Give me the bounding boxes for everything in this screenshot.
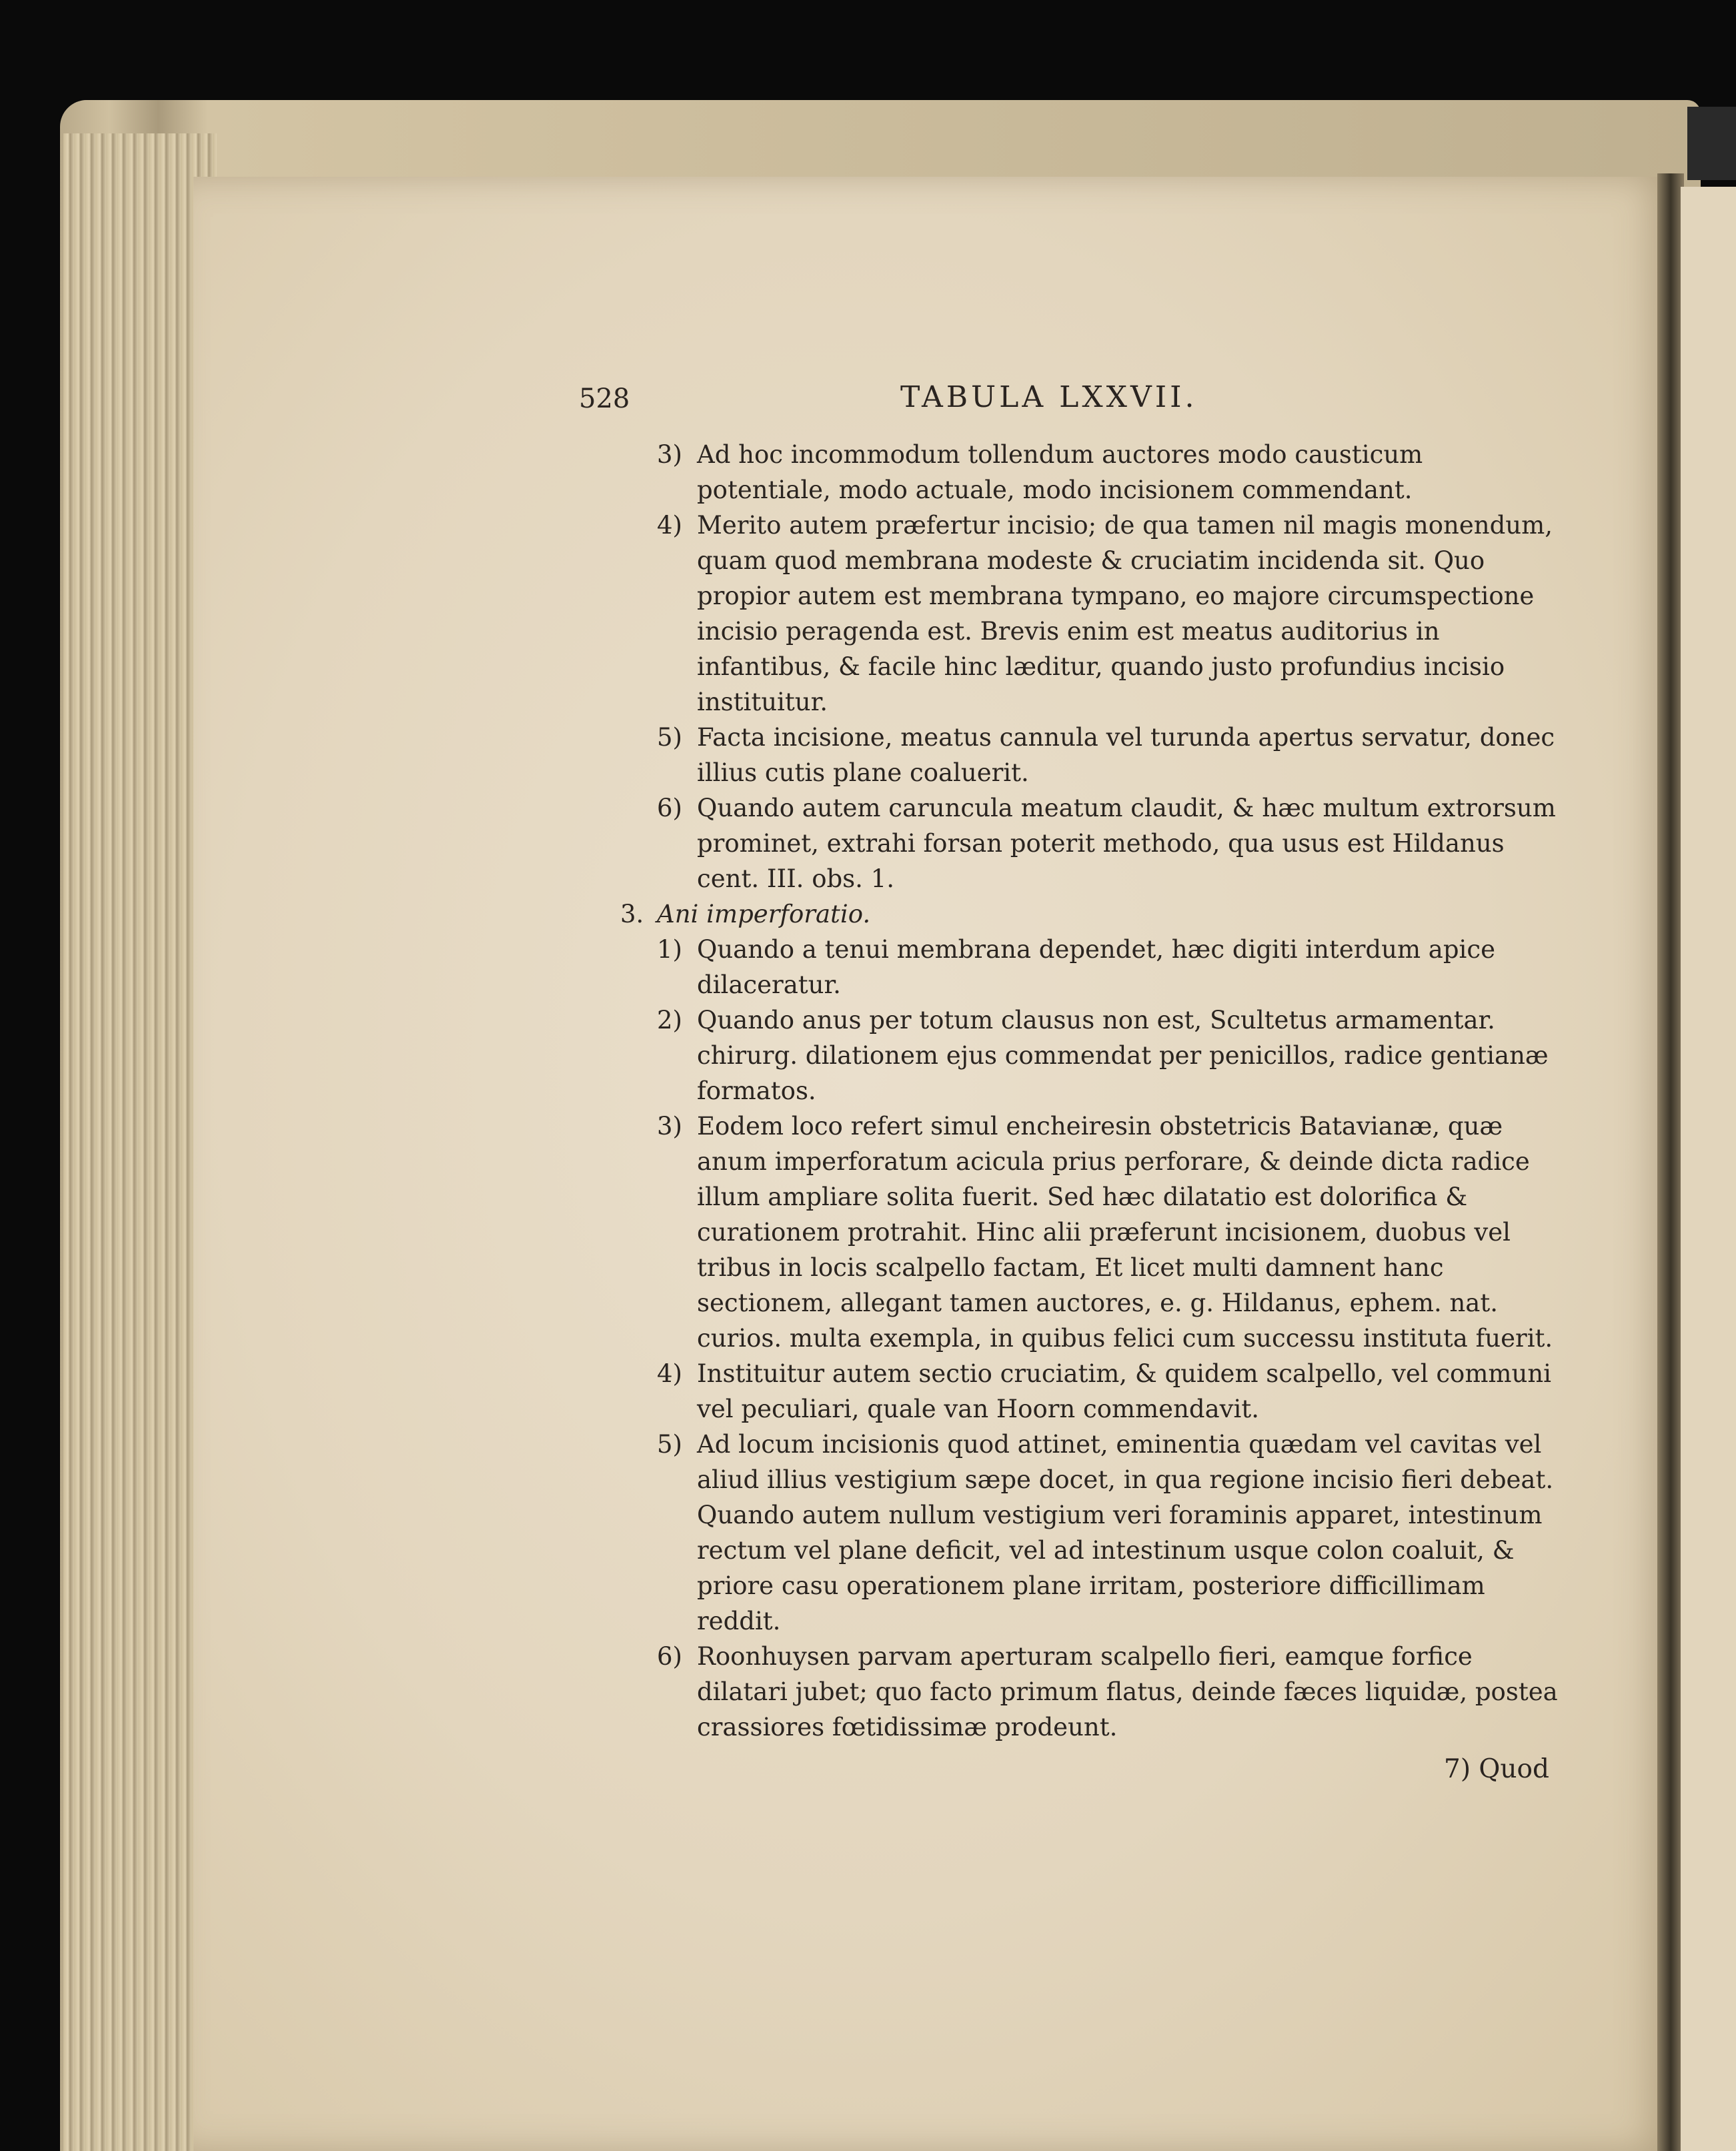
bookmark-strip xyxy=(1687,107,1736,180)
list-item xyxy=(620,1639,1561,1745)
item-text: Facta incisione, meatus cannula vel turunda apertus servatur, donec illius cutis plane coaluerit. xyxy=(697,723,1555,787)
list-item xyxy=(620,1109,1561,1356)
item-text: Merito autem præfertur incisio; de qua tamen nil magis monendum, quam quod membrana modeste & cruciatim incidenda sit. Quo propior autem est membrana tympano, eo majore circumspectione incisio peragenda est. Brevis enim est meatus auditorius in infantibus, & facile hinc læditur, quando justo profundius incisio instituitur. xyxy=(697,511,1553,716)
item-text: Ad hoc incommodum tollendum auctores modo causticum potentiale, modo actuale, modo incisionem commendant. xyxy=(697,440,1423,504)
item-number: 3) xyxy=(657,1112,682,1141)
section-title: Ani imperforatio. xyxy=(657,900,871,928)
list-item xyxy=(620,720,1561,790)
item-text: Quando a tenui membrana dependet, hæc digiti interdum apice dilaceratur. xyxy=(697,935,1495,999)
list-item xyxy=(620,508,1561,720)
list-item xyxy=(620,790,1561,896)
running-head: TABULA LXXVII. xyxy=(900,380,1198,414)
facing-page-edge xyxy=(1681,187,1736,2151)
item-number: 6) xyxy=(657,794,682,822)
item-text: Quando autem caruncula meatum claudit, & hæc multum extrorsum prominet, extrahi forsan poterit methodo, qua usus est Hildanus cent. III. obs. 1. xyxy=(697,794,1556,893)
list-item xyxy=(620,437,1561,508)
list-item xyxy=(620,1002,1561,1109)
item-number: 3) xyxy=(657,440,682,469)
item-number: 2) xyxy=(657,1006,682,1034)
item-number: 6) xyxy=(657,1642,682,1671)
item-text: Roonhuysen parvam aperturam scalpello fieri, eamque forfice dilatari jubet; quo facto primum flatus, deinde fæces liquidæ, postea crassiores fœtidissimæ prodeunt. xyxy=(697,1642,1558,1741)
item-number: 5) xyxy=(657,1430,682,1459)
list-item xyxy=(620,932,1561,1002)
list-item xyxy=(620,1427,1561,1639)
item-text: Quando anus per totum clausus non est, Scultetus armamentar. chirurg. dilationem ejus commendat per penicillos, radice gentianæ formatos. xyxy=(697,1006,1549,1105)
list-item xyxy=(620,1356,1561,1427)
gutter xyxy=(1657,173,1684,2151)
item-number: 5) xyxy=(657,723,682,752)
item-text: Ad locum incisionis quod attinet, eminentia quædam vel cavitas vel aliud illius vestigium sæpe docet, in qua regione incisio fieri debeat. Quando autem nullum vestigium veri foraminis apparet, intestinum rectum vel plane deficit, vel ad intestinum usque colon coaluit, & priore casu operationem plane irritam, posteriore difficillimam reddit. xyxy=(697,1430,1554,1635)
catchword: 7) Quod xyxy=(1444,1754,1549,1784)
body-text xyxy=(620,437,1561,1745)
item-text: Eodem loco refert simul encheiresin obstetricis Batavianæ, quæ anum imperforatum acicula prius perforare, & deinde dicta radice illum ampliare solita fuerit. Sed hæc dilatatio est dolorifica & curationem protrahit. Hinc alii præferunt incisionem, duobus vel tribus in locis scalpello factam, Et licet multi damnent hanc sectionem, allegant tamen auctores, e. g. Hildanus, ephem. nat. curios. multa exempla, in quibus felici cum successu instituta fuerit. xyxy=(697,1112,1553,1353)
section-number: 3. xyxy=(620,900,644,928)
item-number: 4) xyxy=(657,1359,682,1388)
item-number: 4) xyxy=(657,511,682,540)
section-heading xyxy=(620,896,1561,932)
page-number: 528 xyxy=(579,384,630,414)
item-number: 1) xyxy=(657,935,682,964)
item-text: Instituitur autem sectio cruciatim, & quidem scalpello, vel communi vel peculiari, quale van Hoorn commendavit. xyxy=(697,1359,1551,1423)
